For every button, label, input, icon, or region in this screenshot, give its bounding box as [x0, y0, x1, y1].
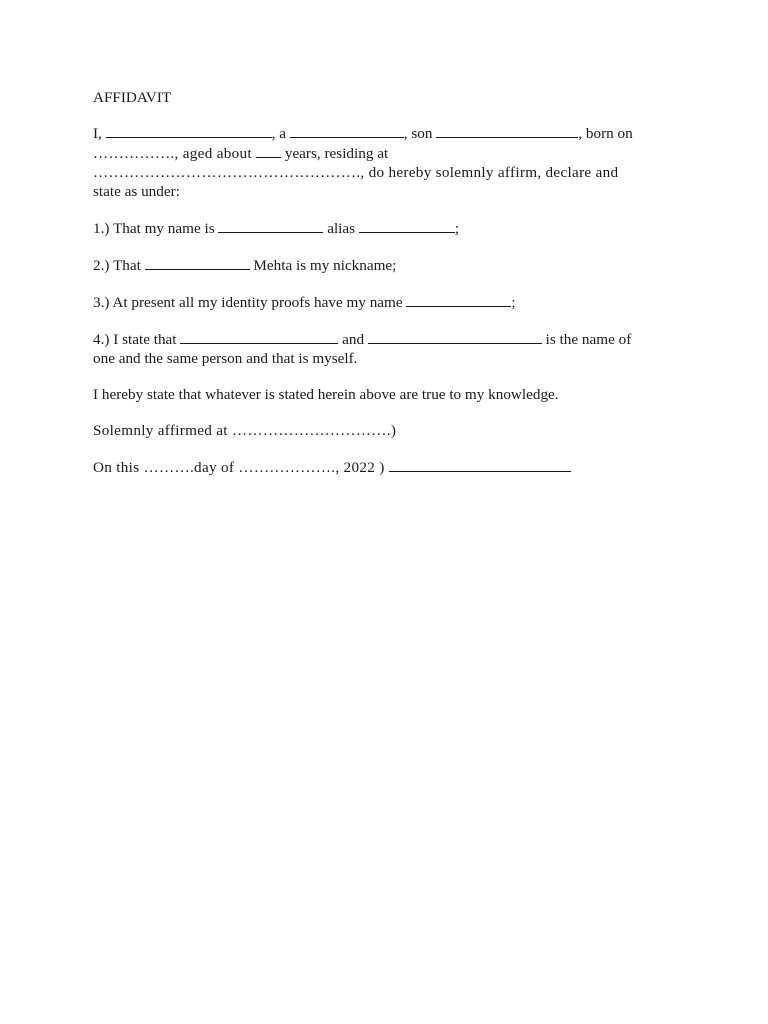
item-2-line: [93, 255, 673, 275]
date-line: [93, 457, 673, 477]
intro-text: years, residing at: [281, 145, 389, 162]
intro-line-1: [93, 123, 673, 143]
intro-line-4: state as under:: [93, 183, 180, 200]
item-text: alias: [323, 220, 359, 237]
item-1: [93, 218, 673, 238]
item-4-line-1: [93, 329, 673, 349]
item-text: 3.) At present all my identity proofs have my name: [93, 294, 407, 311]
name-blank: [406, 292, 511, 307]
item-text: Mehta is my nickname;: [249, 257, 397, 274]
item-text: ;: [511, 294, 516, 311]
alias-blank: [359, 218, 455, 233]
intro-line-2: [93, 143, 673, 163]
intro-text: , born on: [578, 125, 633, 142]
name-blank: [106, 123, 272, 138]
name-blank: [180, 329, 338, 344]
item-4-line-2: one and the same person and that is myself.: [93, 350, 358, 367]
item-1-line: [93, 218, 673, 238]
occupation-blank: [290, 123, 404, 138]
item-text: 1.) That my name is: [93, 220, 219, 237]
intro-text: , a: [271, 125, 290, 142]
item-3-line: [93, 292, 673, 312]
item-3: [93, 292, 673, 312]
document-title: AFFIDAVIT: [93, 89, 172, 106]
item-text: ;: [454, 220, 460, 237]
intro-text: I,: [93, 125, 106, 142]
intro-paragraph: [93, 123, 673, 201]
item-text: 4.) I state that: [93, 331, 181, 348]
item-2: [93, 255, 673, 275]
intro-line-3: ……………………………………………., do hereby solemnly affirm, declare and: [93, 164, 619, 181]
date-line-text: [93, 457, 673, 477]
item-4: [93, 329, 673, 368]
item-text: and: [338, 331, 368, 348]
nickname-blank: [145, 255, 250, 270]
name-blank: [218, 218, 323, 233]
age-blank: [256, 143, 281, 158]
signature-blank: [389, 457, 571, 472]
intro-text: , son: [403, 125, 437, 142]
truth-statement: I hereby state that whatever is stated herein above are true to my knowledge.: [93, 386, 559, 403]
intro-text: ……………., aged about: [93, 145, 257, 162]
father-name-blank: [436, 123, 578, 138]
affidavit-document: [93, 88, 673, 494]
item-text: is the name of: [541, 331, 632, 348]
affirmed-place-line: Solemnly affirmed at ………………………….): [93, 422, 397, 439]
item-text: 2.) That: [93, 257, 145, 274]
date-text: On this ……….day of ………………., 2022 ): [93, 459, 389, 476]
name-blank: [368, 329, 542, 344]
